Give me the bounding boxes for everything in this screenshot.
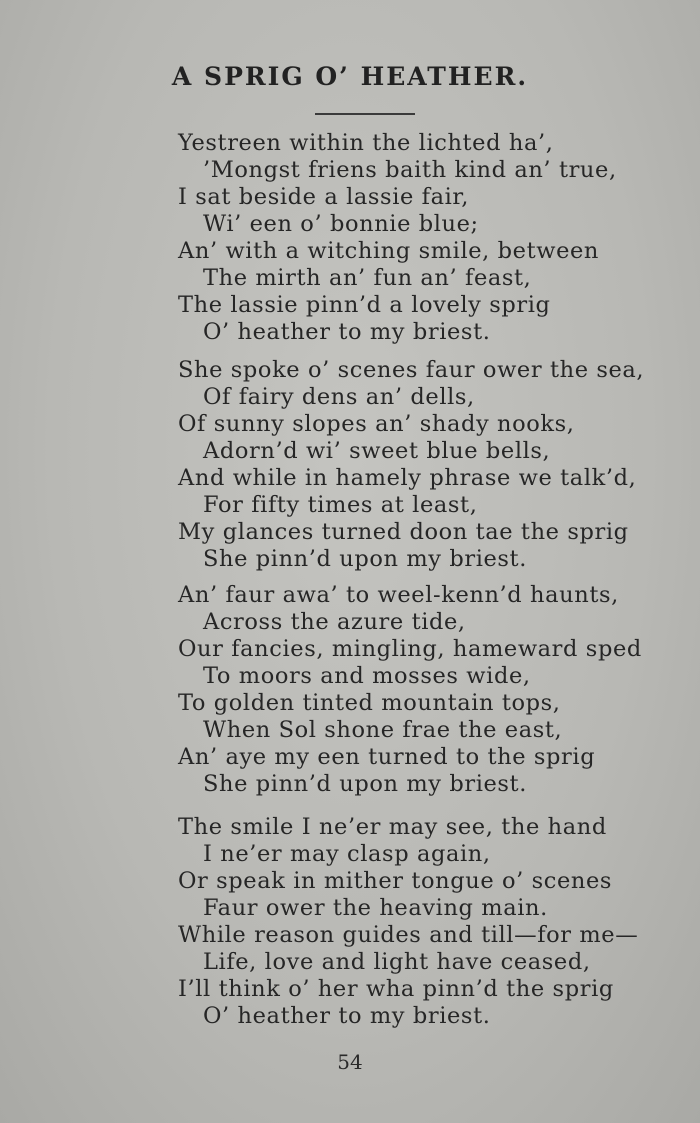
poem-line: To moors and mosses wide, (203, 663, 531, 689)
poem-line: She pinn’d upon my briest. (203, 546, 527, 572)
stanza-2 (178, 357, 678, 573)
poem-line: ’Mongst friens baith kind an’ true, (203, 157, 617, 183)
poem-line: She spoke o’ scenes faur ower the sea, (178, 357, 645, 383)
poem-line: Of sunny slopes an’ shady nooks, (178, 411, 575, 437)
poem-line: Or speak in mither tongue o’ scenes (178, 868, 613, 894)
poem-line: Across the azure tide, (203, 609, 466, 635)
poem-line: O’ heather to my briest. (203, 1003, 491, 1029)
page-number: 54 (337, 1050, 363, 1074)
poem-line: When Sol shone frae the east, (203, 717, 563, 743)
title-rule (315, 113, 415, 115)
poem-line: An’ faur awa’ to weel-kenn’d haunts, (178, 582, 619, 608)
poem-line: Yestreen within the lichted ha’, (178, 130, 554, 156)
poem-title: A SPRIG O’ HEATHER. (171, 62, 529, 91)
poem-line: Adorn’d wi’ sweet blue bells, (203, 438, 551, 464)
poem-line: An’ with a witching smile, between (178, 238, 600, 264)
poem-line: Wi’ een o’ bonnie blue; (203, 211, 479, 237)
poem-line: An’ aye my een turned to the sprig (178, 744, 596, 770)
poem-line: And while in hamely phrase we talk’d, (178, 465, 637, 491)
poem-line: O’ heather to my briest. (203, 319, 491, 345)
stanza-1 (178, 130, 678, 346)
poem-line: Our fancies, mingling, hameward sped (178, 636, 642, 662)
stanza-4 (178, 814, 678, 1030)
poem-line: For fifty times at least, (203, 492, 478, 518)
poem-line: I ne’er may clasp again, (203, 841, 491, 867)
poem-line: The mirth an’ fun an’ feast, (203, 265, 532, 291)
poem-line: I sat beside a lassie fair, (178, 184, 470, 210)
poem-line: While reason guides and till—for me— (178, 922, 639, 948)
poem-line: The lassie pinn’d a lovely sprig (178, 292, 551, 318)
poem-line: The smile I ne’er may see, the hand (178, 814, 607, 840)
stanza-3 (178, 582, 678, 798)
poem-line: Faur ower the heaving main. (203, 895, 548, 921)
poem-line: Life, love and light have ceased, (203, 949, 591, 975)
poem-line: Of fairy dens an’ dells, (203, 384, 475, 410)
poem-line: She pinn’d upon my briest. (203, 771, 527, 797)
poem-line: To golden tinted mountain tops, (178, 690, 561, 716)
poem-line: My glances turned doon tae the sprig (178, 519, 629, 545)
poem-line: I’ll think o’ her wha pinn’d the sprig (178, 976, 614, 1002)
